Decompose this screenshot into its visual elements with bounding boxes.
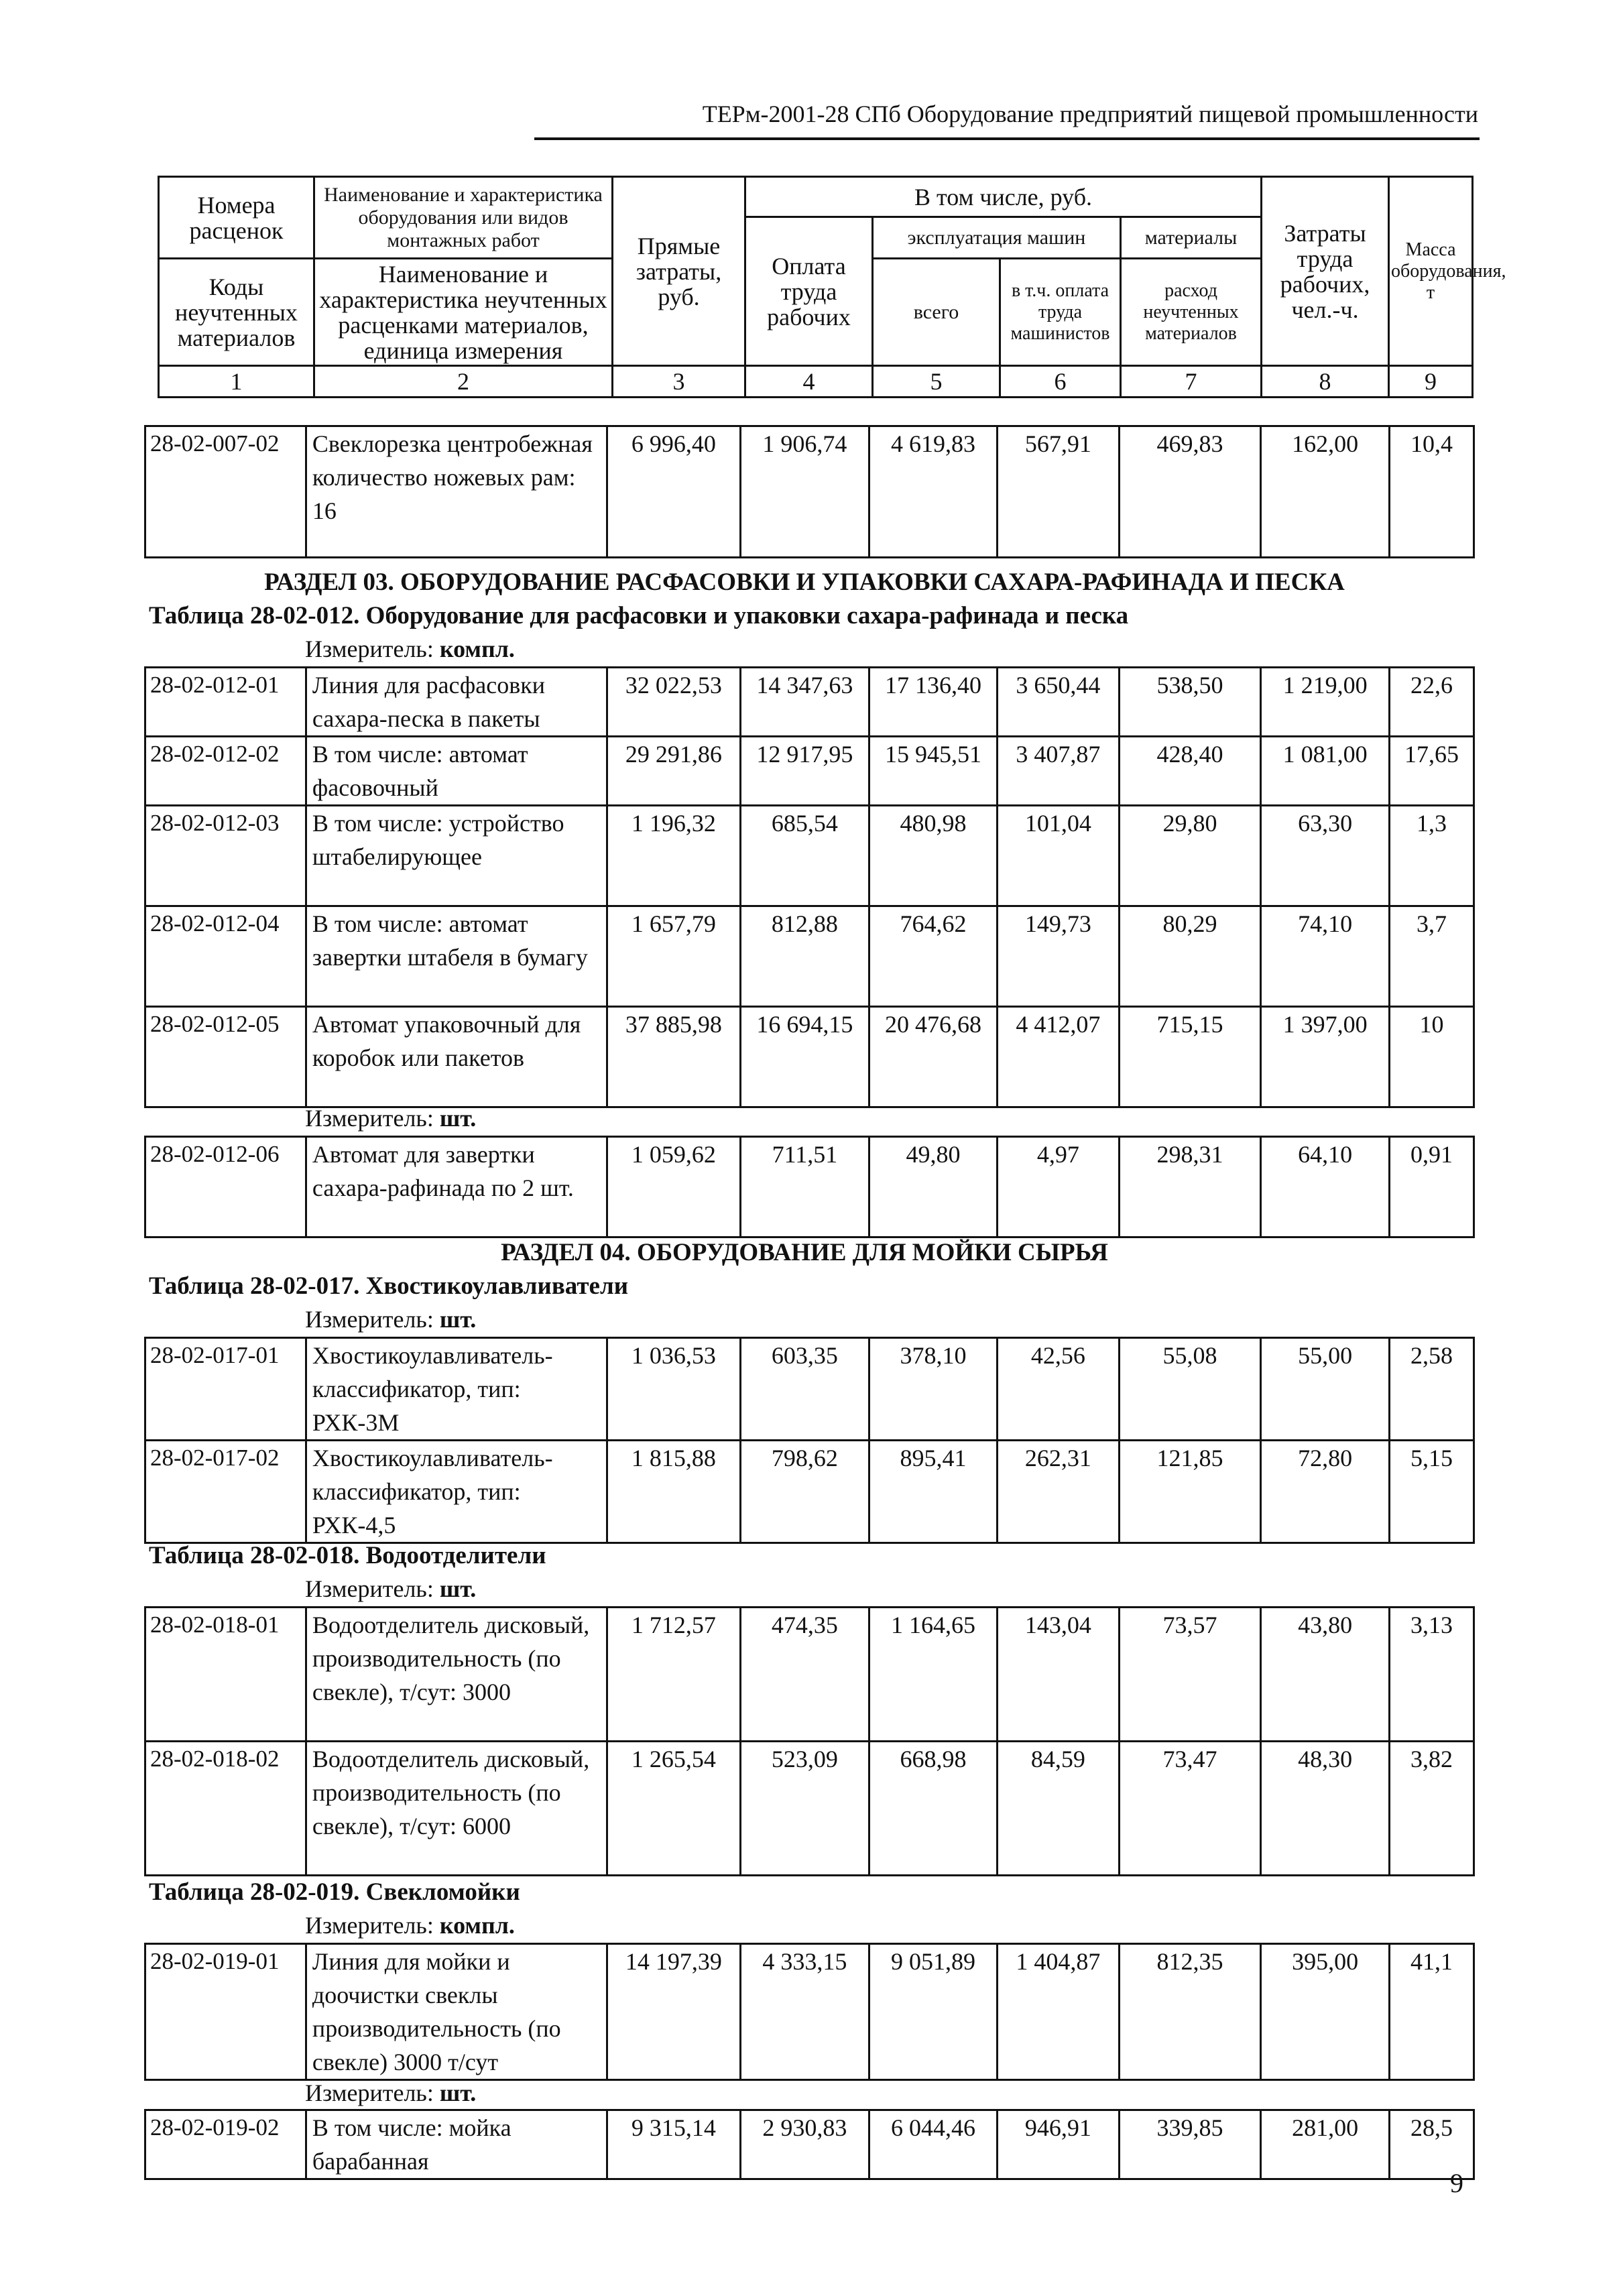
labor-costs: 1 081,00 (1261, 737, 1390, 806)
header-unaccounted-materials: расход неучтенных материалов (1121, 259, 1262, 366)
rate-code: 28-02-017-01 (145, 1338, 306, 1441)
worker-pay: 12 917,95 (741, 737, 869, 806)
table-row (145, 1137, 1474, 1237)
equipment-mass: 3,7 (1389, 906, 1474, 1007)
rate-code: 28-02-012-06 (145, 1137, 306, 1237)
labor-costs: 48,30 (1261, 1742, 1390, 1876)
direct-costs: 14 197,39 (607, 1944, 741, 2080)
item-name: Хвостикоулавливатель-классификатор, тип: РХК-3М (306, 1338, 607, 1441)
direct-costs: 1 036,53 (607, 1338, 741, 1441)
header-rule (534, 137, 1480, 140)
equipment-mass: 28,5 (1389, 2110, 1474, 2179)
materials: 55,08 (1119, 1338, 1261, 1441)
materials: 121,85 (1119, 1441, 1261, 1543)
machine-operation: 17 136,40 (869, 668, 998, 737)
equipment-mass: 41,1 (1389, 1944, 1474, 2080)
machine-operation: 49,80 (869, 1137, 998, 1237)
worker-pay: 685,54 (741, 806, 869, 906)
machinist-pay: 101,04 (998, 806, 1119, 906)
header-machine-total: всего (873, 259, 1000, 366)
column-number: 4 (745, 366, 873, 398)
table-017-title: Таблица 28-02-017. Хвостикоулавливатели (149, 1272, 629, 1300)
machinist-pay: 143,04 (998, 1608, 1119, 1742)
machine-operation: 1 164,65 (869, 1608, 998, 1742)
machine-operation: 15 945,51 (869, 737, 998, 806)
machinist-pay: 4 412,07 (998, 1007, 1119, 1107)
machine-operation: 895,41 (869, 1441, 998, 1543)
machine-operation: 9 051,89 (869, 1944, 998, 2080)
table-28-02-012 (144, 666, 1475, 1108)
direct-costs: 32 022,53 (607, 668, 741, 737)
machinist-pay: 3 650,44 (998, 668, 1119, 737)
worker-pay: 798,62 (741, 1441, 869, 1543)
item-name: Свеклорезка центробежная количество ножевых рам: 16 (306, 426, 607, 558)
machinist-pay: 567,91 (998, 426, 1119, 558)
worker-pay: 523,09 (741, 1742, 869, 1876)
equipment-mass: 17,65 (1389, 737, 1474, 806)
item-name: Водоотделитель дисковый, производительность (по свекле), т/сут: 3000 (306, 1608, 607, 1742)
machinist-pay: 4,97 (998, 1137, 1119, 1237)
measure-label: Измеритель: компл. (305, 1912, 515, 1939)
worker-pay: 474,35 (741, 1608, 869, 1742)
rate-code: 28-02-018-01 (145, 1608, 306, 1742)
page-number: 9 (1450, 2168, 1463, 2198)
rate-code: 28-02-018-02 (145, 1742, 306, 1876)
rate-code: 28-02-012-02 (145, 737, 306, 806)
rate-code: 28-02-017-02 (145, 1441, 306, 1543)
equipment-mass: 10 (1389, 1007, 1474, 1107)
direct-costs: 9 315,14 (607, 2110, 741, 2179)
table-row (145, 668, 1474, 737)
labor-costs: 1 219,00 (1261, 668, 1390, 737)
machine-operation: 20 476,68 (869, 1007, 998, 1107)
table-28-02-017 (144, 1337, 1475, 1544)
column-number: 1 (159, 366, 314, 398)
worker-pay: 603,35 (741, 1338, 869, 1441)
machinist-pay: 149,73 (998, 906, 1119, 1007)
direct-costs: 1 265,54 (607, 1742, 741, 1876)
column-number: 8 (1262, 366, 1389, 398)
rate-code: 28-02-007-02 (145, 426, 306, 558)
header-machine-operation: эксплуатация машин (873, 217, 1121, 259)
table-28-02-018 (144, 1606, 1475, 1876)
labor-costs: 395,00 (1261, 1944, 1390, 2080)
worker-pay: 16 694,15 (741, 1007, 869, 1107)
machinist-pay: 42,56 (998, 1338, 1119, 1441)
header-work-name: Наименование и характеристика оборудования или видов монтажных работ (314, 177, 613, 259)
machine-operation: 480,98 (869, 806, 998, 906)
equipment-mass: 0,91 (1389, 1137, 1474, 1237)
measure-label: Измеритель: компл. (305, 636, 515, 662)
direct-costs: 6 996,40 (607, 426, 741, 558)
materials: 339,85 (1119, 2110, 1261, 2179)
item-name: В том числе: устройство штабелирующее (306, 806, 607, 906)
column-number: 6 (1000, 366, 1121, 398)
labor-costs: 1 397,00 (1261, 1007, 1390, 1107)
direct-costs: 1 657,79 (607, 906, 741, 1007)
machinist-pay: 1 404,87 (998, 1944, 1119, 2080)
rate-code: 28-02-012-01 (145, 668, 306, 737)
item-name: Хвостикоулавливатель-классификатор, тип: РХК-4,5 (306, 1441, 607, 1543)
machine-operation: 378,10 (869, 1338, 998, 1441)
direct-costs: 1 712,57 (607, 1608, 741, 1742)
table-row (145, 1441, 1474, 1543)
materials: 428,40 (1119, 737, 1261, 806)
machinist-pay: 3 407,87 (998, 737, 1119, 806)
header-labor-costs: Затраты труда рабочих, чел.-ч. (1262, 177, 1389, 366)
equipment-mass: 3,13 (1389, 1608, 1474, 1742)
table-28-02-019-02 (144, 2109, 1475, 2180)
materials: 715,15 (1119, 1007, 1261, 1107)
measure-label: Измеритель: шт. (305, 1306, 477, 1333)
item-name: Линия для мойки и доочистки свеклы производительность (по свекле) 3000 т/сут (306, 1944, 607, 2080)
column-number: 5 (873, 366, 1000, 398)
header-unaccounted-codes: Коды неучтенных материалов (159, 259, 314, 366)
materials: 73,57 (1119, 1608, 1261, 1742)
machinist-pay: 262,31 (998, 1441, 1119, 1543)
machine-operation: 764,62 (869, 906, 998, 1007)
column-header-table (158, 176, 1506, 398)
header-materials: материалы (1121, 217, 1262, 259)
materials: 812,35 (1119, 1944, 1261, 2080)
labor-costs: 72,80 (1261, 1441, 1390, 1543)
labor-costs: 63,30 (1261, 806, 1390, 906)
equipment-mass: 5,15 (1389, 1441, 1474, 1543)
rate-code: 28-02-012-03 (145, 806, 306, 906)
column-number: 9 (1389, 366, 1473, 398)
materials: 80,29 (1119, 906, 1261, 1007)
worker-pay: 4 333,15 (741, 1944, 869, 2080)
header-rate-numbers: Номера расценок (159, 177, 314, 259)
column-number: 3 (613, 366, 745, 398)
labor-costs: 43,80 (1261, 1608, 1390, 1742)
table-018-title: Таблица 28-02-018. Водоотделители (149, 1542, 546, 1569)
equipment-mass: 22,6 (1389, 668, 1474, 737)
worker-pay: 812,88 (741, 906, 869, 1007)
direct-costs: 37 885,98 (607, 1007, 741, 1107)
rate-code: 28-02-019-01 (145, 1944, 306, 2080)
worker-pay: 1 906,74 (741, 426, 869, 558)
measure-label: Измеритель: шт. (305, 1105, 477, 1132)
machine-operation: 668,98 (869, 1742, 998, 1876)
table-row (145, 737, 1474, 806)
direct-costs: 1 815,88 (607, 1441, 741, 1543)
table-row (145, 1608, 1474, 1742)
item-name: В том числе: автомат фасовочный (306, 737, 607, 806)
machinist-pay: 84,59 (998, 1742, 1119, 1876)
column-number: 7 (1121, 366, 1262, 398)
measure-label: Измеритель: шт. (305, 2079, 477, 2106)
rate-code: 28-02-019-02 (145, 2110, 306, 2179)
header-equipment-mass: Масса оборудования, т (1389, 177, 1473, 366)
table-28-02-007 (144, 425, 1475, 558)
worker-pay: 2 930,83 (741, 2110, 869, 2179)
table-row (145, 1007, 1474, 1107)
equipment-mass: 1,3 (1389, 806, 1474, 906)
table-row (145, 426, 1474, 558)
header-unaccounted-name: Наименование и характеристика неучтенных расценками материалов, единица измерения (314, 259, 613, 366)
table-012-title: Таблица 28-02-012. Оборудование для расфасовки и упаковки сахара-рафинада и песка (149, 602, 1129, 629)
machinist-pay: 946,91 (998, 2110, 1119, 2179)
equipment-mass: 10,4 (1389, 426, 1474, 558)
labor-costs: 74,10 (1261, 906, 1390, 1007)
item-name: Автомат для завертки сахара-рафинада по 2 шт. (306, 1137, 607, 1237)
materials: 73,47 (1119, 1742, 1261, 1876)
direct-costs: 1 196,32 (607, 806, 741, 906)
labor-costs: 64,10 (1261, 1137, 1390, 1237)
item-name: В том числе: автомат завертки штабеля в бумагу (306, 906, 607, 1007)
labor-costs: 281,00 (1261, 2110, 1390, 2179)
worker-pay: 14 347,63 (741, 668, 869, 737)
equipment-mass: 2,58 (1389, 1338, 1474, 1441)
item-name: Водоотделитель дисковый, производительность (по свекле), т/сут: 6000 (306, 1742, 607, 1876)
labor-costs: 55,00 (1261, 1338, 1390, 1441)
table-row (145, 1338, 1474, 1441)
table-28-02-012-06 (144, 1136, 1475, 1238)
header-direct-costs: Прямые затраты, руб. (613, 177, 745, 366)
column-number: 2 (314, 366, 613, 398)
table-019-title: Таблица 28-02-019. Свекломойки (149, 1878, 520, 1906)
table-row (145, 2110, 1474, 2179)
measure-label: Измеритель: шт. (305, 1575, 477, 1602)
header-worker-pay: Оплата труда рабочих (745, 217, 873, 366)
item-name: Линия для расфасовки сахара-песка в пакеты (306, 668, 607, 737)
header-including: В том числе, руб. (745, 177, 1262, 217)
materials: 538,50 (1119, 668, 1261, 737)
materials: 29,80 (1119, 806, 1261, 906)
section-04-title: РАЗДЕЛ 04. ОБОРУДОВАНИЕ ДЛЯ МОЙКИ СЫРЬЯ (501, 1239, 1108, 1266)
machine-operation: 6 044,46 (869, 2110, 998, 2179)
table-row (145, 906, 1474, 1007)
table-row (145, 1944, 1474, 2080)
table-row (145, 1742, 1474, 1876)
section-03-title: РАЗДЕЛ 03. ОБОРУДОВАНИЕ РАСФАСОВКИ И УПАКОВКИ САХАРА-РАФИНАДА И ПЕСКА (264, 568, 1345, 596)
rate-code: 28-02-012-05 (145, 1007, 306, 1107)
worker-pay: 711,51 (741, 1137, 869, 1237)
labor-costs: 162,00 (1261, 426, 1390, 558)
direct-costs: 1 059,62 (607, 1137, 741, 1237)
item-name: Автомат упаковочный для коробок или пакетов (306, 1007, 607, 1107)
machine-operation: 4 619,83 (869, 426, 998, 558)
materials: 469,83 (1119, 426, 1261, 558)
header-machine-pay: в т.ч. оплата труда машинистов (1000, 259, 1121, 366)
materials: 298,31 (1119, 1137, 1261, 1237)
direct-costs: 29 291,86 (607, 737, 741, 806)
table-28-02-019 (144, 1943, 1475, 2081)
equipment-mass: 3,82 (1389, 1742, 1474, 1876)
running-head: ТЕРм-2001-28 СПб Оборудование предприятий пищевой промышленности (702, 101, 1478, 127)
item-name: В том числе: мойка барабанная (306, 2110, 607, 2179)
table-row (145, 806, 1474, 906)
rate-code: 28-02-012-04 (145, 906, 306, 1007)
